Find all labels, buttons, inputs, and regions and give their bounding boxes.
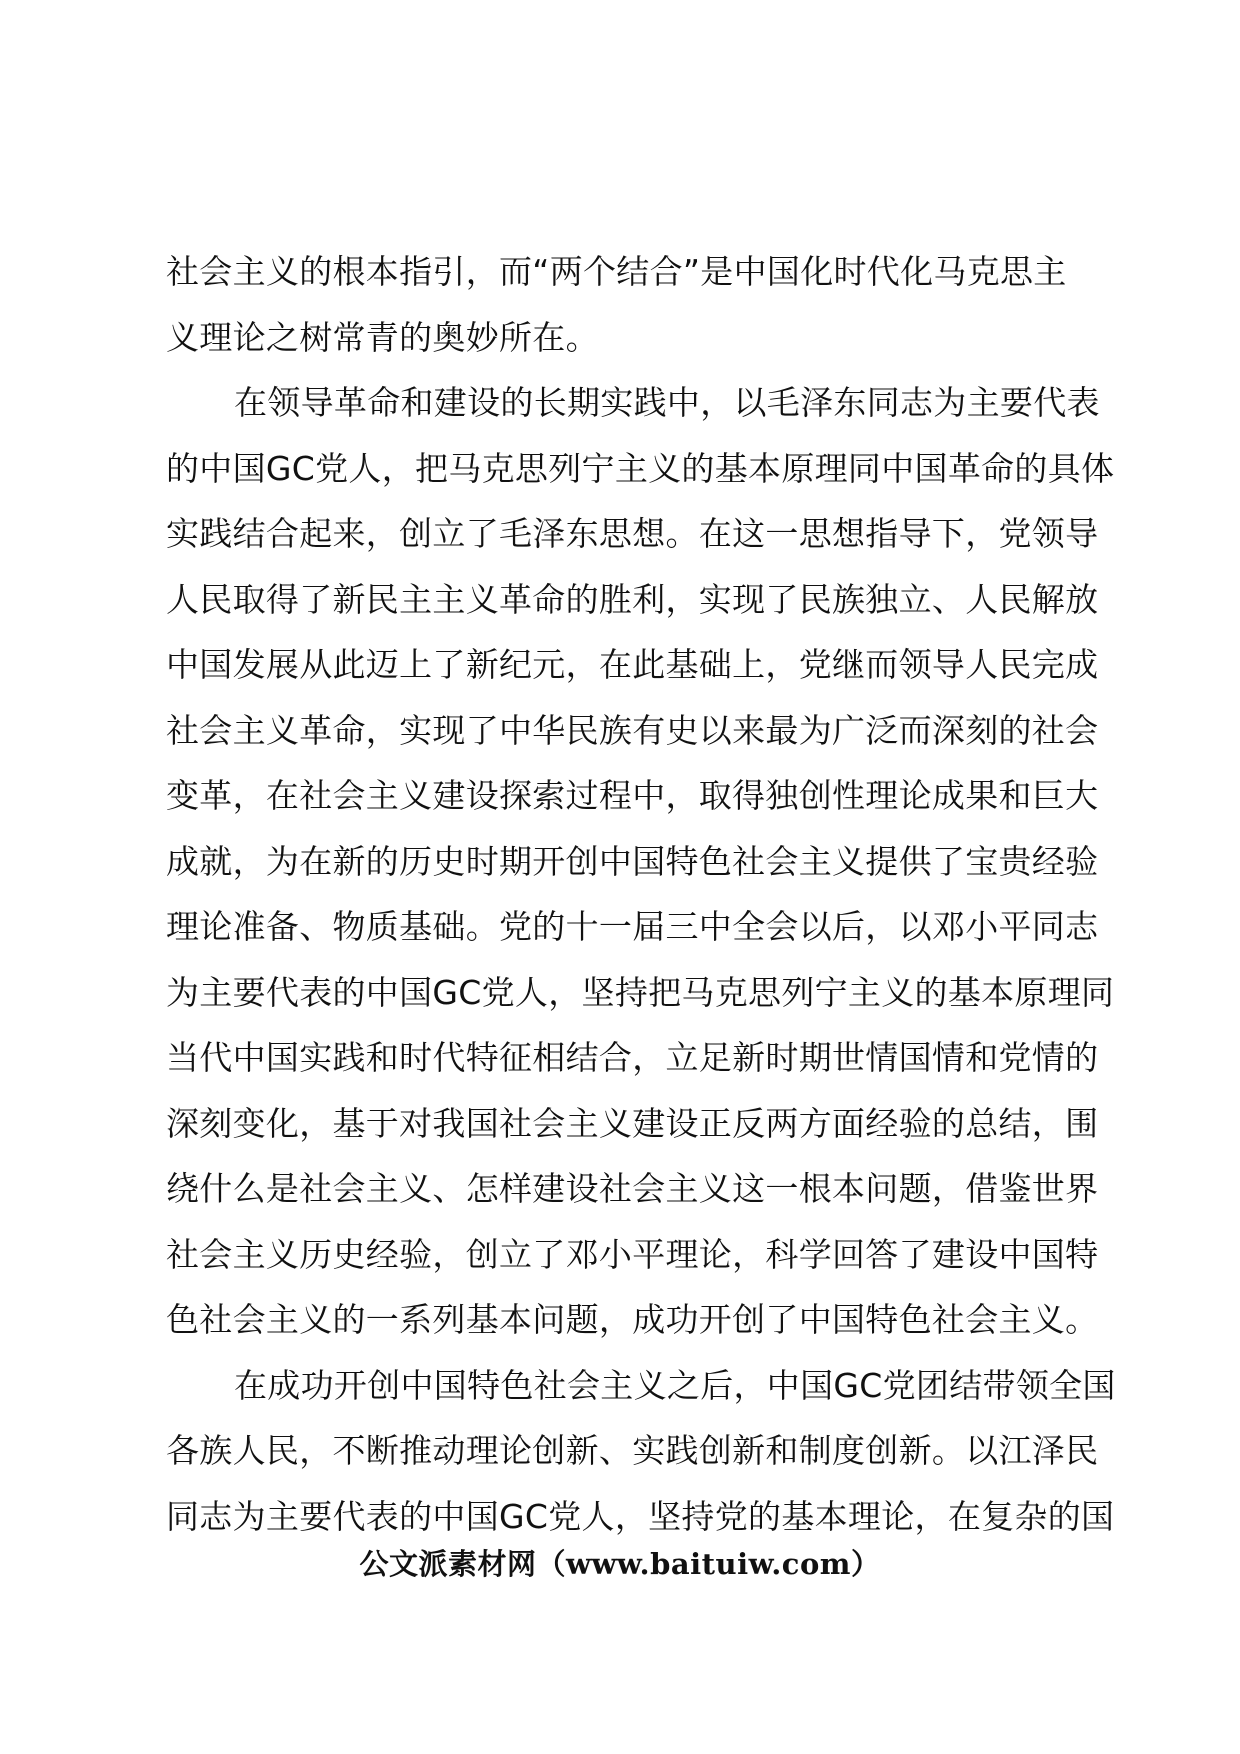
text-line: 实践结合起来，创立了毛泽东思想。在这一思想指导下，党领导 [166, 514, 1099, 553]
body-text [166, 239, 1126, 1549]
text-line: 同志为主要代表的中国GC党人，坚持党的基本理论，在复杂的国 [166, 1496, 1115, 1536]
text-line: 社会主义的根本指引，而“两个结合”是中国化时代化马克思主 [166, 252, 1067, 291]
text-line: 当代中国实践和时代特征相结合，立足新时期世情国情和党情的 [166, 1038, 1099, 1077]
text-line: 社会主义历史经验，创立了邓小平理论，科学回答了建设中国特 [166, 1234, 1099, 1274]
text-line: 社会主义革命，实现了中华民族有史以来最为广泛而深刻的社会 [166, 710, 1099, 750]
text-line: 成就，为在新的历史时期开创中国特色社会主义提供了宝贵经验 [166, 841, 1099, 881]
text-line: 深刻变化，基于对我国社会主义建设正反两方面经验的总结，围 [166, 1103, 1099, 1143]
text-line: 为主要代表的中国GC党人，坚持把马克思列宁主义的基本原理同 [166, 972, 1115, 1012]
text-line: 绕什么是社会主义、怎样建设社会主义这一根本问题，借鉴世界 [166, 1169, 1099, 1208]
text-line: 人民取得了新民主主义革命的胜利，实现了民族独立、人民解放 [166, 579, 1099, 619]
text-line: 变革，在社会主义建设探索过程中，取得独创性理论成果和巨大 [166, 776, 1099, 815]
text-line: 中国发展从此迈上了新纪元，在此基础上，党继而领导人民完成 [166, 645, 1099, 684]
text-line: 各族人民，不断推动理论创新、实践创新和制度创新。以江泽民 [166, 1431, 1099, 1470]
text-line: 义理论之树常青的奥妙所在。 [166, 317, 599, 357]
paragraph-start-line: 在成功开创中国特色社会主义之后，中国GC党团结带领全国 [234, 1365, 1116, 1405]
text-line: 的中国GC党人，把马克思列宁主义的基本原理同中国革命的具体 [166, 448, 1115, 488]
text-line: 色社会主义的一系列基本问题，成功开创了中国特色社会主义。 [166, 1300, 1099, 1339]
paragraph-start-line: 在领导革命和建设的长期实践中，以毛泽东同志为主要代表 [234, 383, 1100, 422]
footer-watermark: 公文派素材网（www.baituiw.com） [359, 1547, 881, 1581]
text-line: 理论准备、物质基础。党的十一届三中全会以后，以邓小平同志 [166, 907, 1099, 946]
